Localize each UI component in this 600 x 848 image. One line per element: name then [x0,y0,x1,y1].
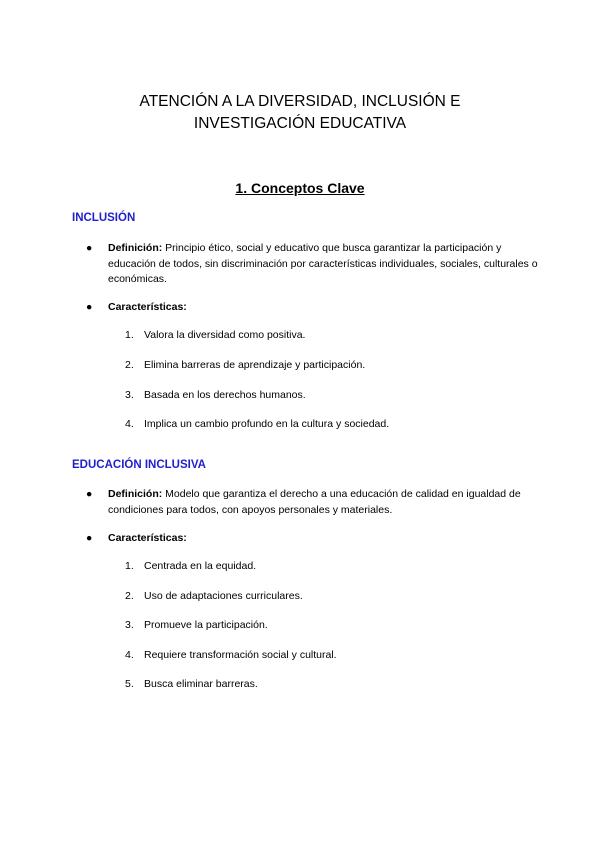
bullet-icon: ● [86,488,93,500]
educacion-inclusiva-definition [86,487,546,518]
list-item: 5. Busca eliminar barreras. [125,678,258,690]
list-item: 2. Uso de adaptaciones curriculares. [125,590,303,602]
definition-text: Principio ético, social y educativo que busca garantizar la participación y educación de todos, sin discriminación por características individuales, sociales, culturales o económicas. [108,242,538,285]
characteristics-label: Características: [108,532,187,544]
title-line-1: ATENCIÓN A LA DIVERSIDAD, INCLUSIÓN E [139,93,461,110]
educacion-inclusiva-heading: EDUCACIÓN INCLUSIVA [72,459,206,471]
bullet-icon: ● [86,242,93,254]
definition-label: Definición: [108,242,163,254]
section-title: 1. Conceptos Clave [235,180,365,196]
inclusion-characteristics [86,300,546,316]
list-item: 2. Elimina barreras de aprendizaje y participación. [125,359,366,371]
document-title [0,91,600,135]
characteristics-label: Características: [108,301,187,313]
bullet-icon: ● [86,301,93,313]
definition-text: Modelo que garantiza el derecho a una educación de calidad en igualdad de condiciones para todos, con apoyos personales y materiales. [108,488,521,516]
title-line-2: INVESTIGACIÓN EDUCATIVA [193,115,407,132]
educacion-inclusiva-characteristics [86,531,546,547]
inclusion-heading: INCLUSIÓN [72,212,136,224]
inclusion-definition [86,241,546,288]
list-item: 3. Basada en los derechos humanos. [125,389,306,401]
list-item: 4. Requiere transformación social y cultural. [125,649,337,661]
list-item: 1. Centrada en la equidad. [125,560,257,572]
list-item: 3. Promueve la participación. [125,619,268,631]
list-item: 4. Implica un cambio profundo en la cultura y sociedad. [125,418,390,430]
definition-label: Definición: [108,488,163,500]
list-item: 1. Valora la diversidad como positiva. [125,329,306,341]
bullet-icon: ● [86,532,93,544]
